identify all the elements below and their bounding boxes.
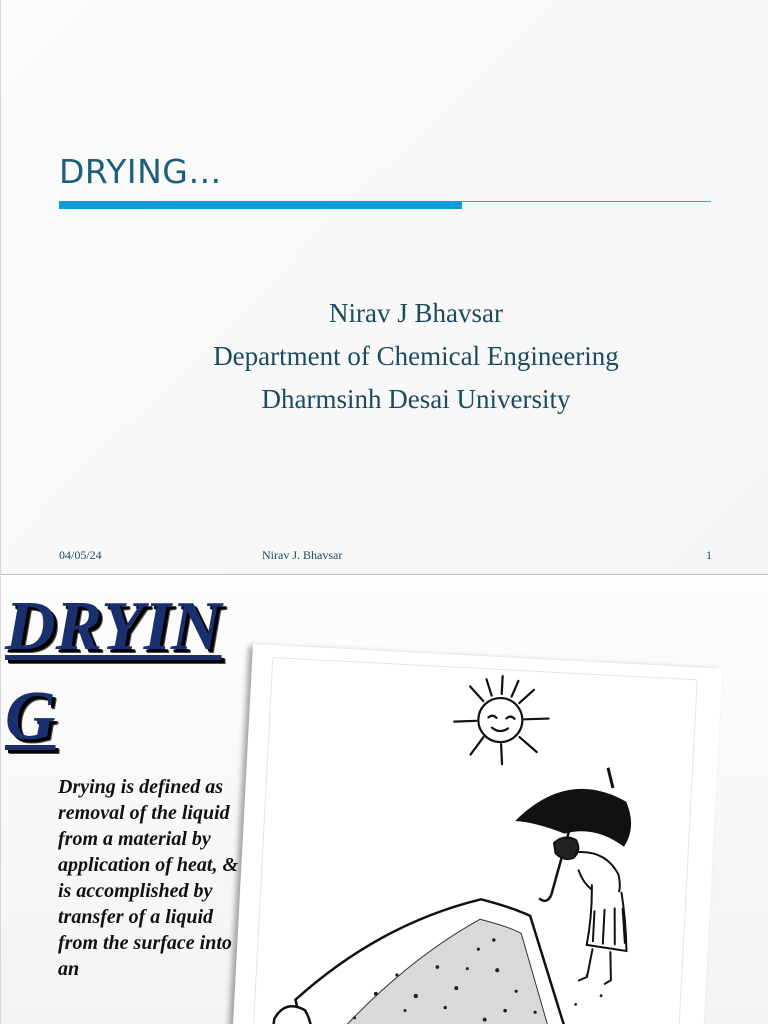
title-underline-thin xyxy=(462,201,711,202)
drying-tray-icon xyxy=(271,889,581,1024)
sun-icon xyxy=(452,674,550,767)
footer-author: Nirav J. Bhavsar xyxy=(262,548,343,562)
illustration-frame xyxy=(251,657,698,1024)
umbrella-icon xyxy=(511,763,634,905)
title-underline-thick xyxy=(59,201,462,209)
drying-definition: Drying is defined as removal of the liquid from a material by application of heat, & is accomplished by transfer of a liquid from the surface into an xyxy=(58,776,238,980)
footer-page-number: 1 xyxy=(706,548,712,562)
sun-and-umbrella-drawing xyxy=(251,658,697,1024)
slide-heading xyxy=(5,582,255,762)
slide-heading-line2: G xyxy=(5,678,56,755)
person-figure xyxy=(547,837,632,985)
department-name: Department of Chemical Engineering xyxy=(213,341,619,371)
university-name: Dharmsinh Desai University xyxy=(261,384,571,414)
drying-illustration xyxy=(231,644,722,1024)
definition-slide xyxy=(0,576,768,1024)
footer-date: 04/05/24 xyxy=(59,548,102,562)
slide-title: DRYING… xyxy=(59,152,222,191)
author-name: Nirav J Bhavsar xyxy=(329,298,503,328)
author-block xyxy=(1,292,768,421)
slide-heading-line1: DRYIN xyxy=(5,588,222,665)
